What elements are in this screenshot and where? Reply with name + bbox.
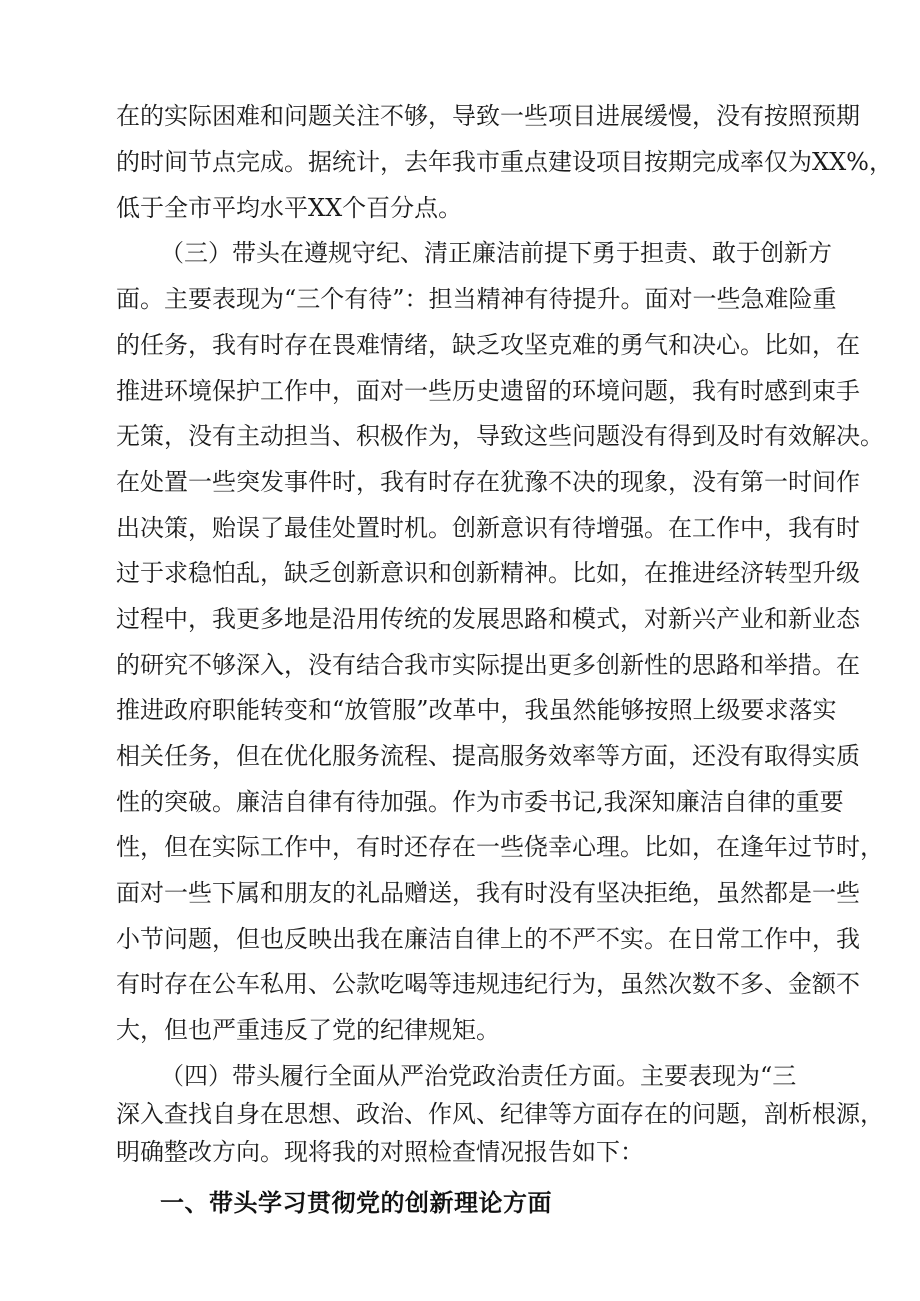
body-line: 推进环境保护工作中，面对一些历史遗留的环境问题，我有时感到束手 <box>116 377 860 405</box>
body-line: 面。主要表现为“三个有待”：担当精神有待提升。面对一些急难险重 <box>116 285 837 313</box>
body-line: 性的突破。廉洁自律有待加强。作为市委书记,我深知廉洁自律的重要 <box>116 788 844 816</box>
body-line: 的研究不够深入，没有结合我市实际提出更多创新性的思路和举措。在 <box>116 651 860 679</box>
body-line: 相关任务，但在优化服务流程、提高服务效率等方面，还没有取得实质 <box>116 742 860 770</box>
body-line: 面对一些下属和朋友的礼品赠送，我有时没有坚决拒绝，虽然都是一些 <box>116 879 860 907</box>
body-line: 在处置一些突发事件时，我有时存在犹豫不决的现象，没有第一时间作 <box>116 468 860 496</box>
body-line: 无策，没有主动担当、积极作为，导致这些问题没有得到及时有效解决。 <box>116 422 884 450</box>
body-line: 明确整改方向。现将我的对照检查情况报告如下： <box>116 1138 644 1166</box>
body-line: 过程中，我更多地是沿用传统的发展思路和模式，对新兴产业和新业态 <box>116 605 860 633</box>
body-line: 的任务，我有时存在畏难情绪，缺乏攻坚克难的勇气和决心。比如，在 <box>116 331 860 359</box>
body-line: 有时存在公车私用、公款吃喝等违规违纪行为，虽然次数不多、金额不 <box>116 970 860 998</box>
body-line: 大，但也严重违反了党的纪律规矩。 <box>116 1016 500 1044</box>
body-line: 推进政府职能转变和“放管服”改革中，我虽然能够按照上级要求落实 <box>116 696 837 724</box>
body-line: 低于全市平均水平XX个百分点。 <box>116 194 463 222</box>
body-line: 在的实际困难和问题关注不够，导致一些项目进展缓慢，没有按照预期 <box>116 102 860 130</box>
section-heading: 一、带头学习贯彻党的创新理论方面 <box>160 1189 552 1217</box>
section-3-first-line: （三）带头在遵规守纪、清正廉洁前提下勇于担责、敢于创新方 <box>160 239 832 267</box>
body-line: 小节问题，但也反映出我在廉洁自律上的不严不实。在日常工作中，我 <box>116 925 860 953</box>
body-line: 出决策，贻误了最佳处置时机。创新意识有待增强。在工作中，我有时 <box>116 514 860 542</box>
body-line: 的时间节点完成。据统计，去年我市重点建设项目按期完成率仅为XX%， <box>116 148 893 176</box>
section-4-first-line: （四）带头履行全面从严治党政治责任方面。主要表现为“三 <box>160 1062 797 1090</box>
body-line: 深入查找自身在思想、政治、作风、纪律等方面存在的问题，剖析根源， <box>116 1100 884 1128</box>
body-line: 过于求稳怕乱，缺乏创新意识和创新精神。比如，在推进经济转型升级 <box>116 559 860 587</box>
body-line: 性，但在实际工作中，有时还存在一些侥幸心理。比如，在逢年过节时， <box>116 833 884 861</box>
